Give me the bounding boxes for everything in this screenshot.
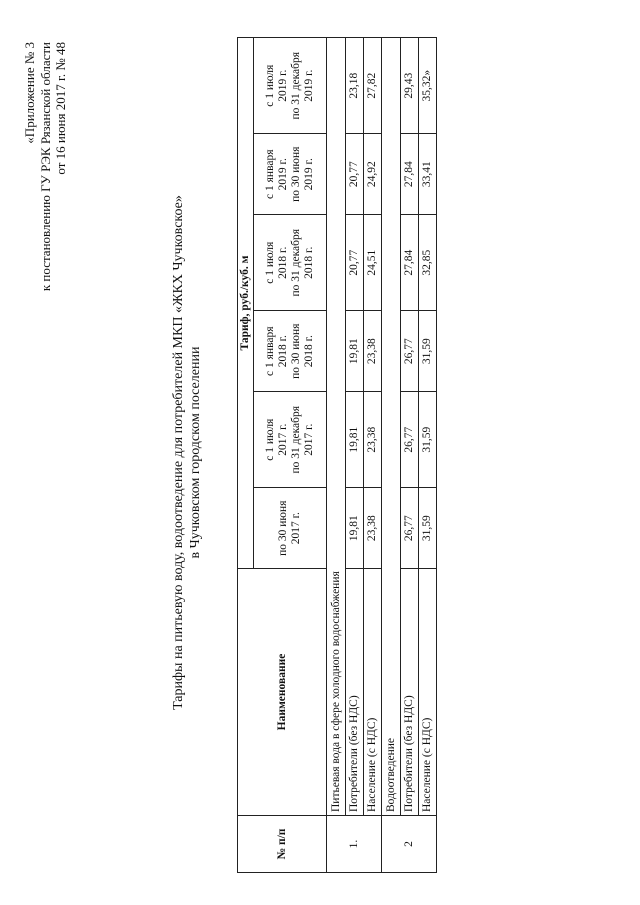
- tariff-value: 20,77: [346, 134, 364, 215]
- header-tariff: Тариф, руб./куб. м: [238, 38, 254, 569]
- period-header-2: [254, 311, 327, 392]
- period-line: с 1 января: [264, 149, 276, 199]
- section-row: [382, 38, 401, 873]
- document-title: [170, 0, 204, 905]
- tariff-value: 32,85: [419, 215, 437, 311]
- appendix-header: [22, 42, 69, 291]
- table-row: [364, 38, 382, 873]
- row-name: Население (с НДС): [419, 569, 437, 816]
- section-number: 2: [382, 816, 437, 873]
- tariff-value: 23,18: [346, 38, 364, 134]
- tariff-value: 31,59: [419, 311, 437, 392]
- tariff-value: 31,59: [419, 392, 437, 488]
- header-num: № п/п: [238, 816, 327, 873]
- period-line: по 31 декабря: [290, 228, 302, 297]
- tariff-value: 29,43: [401, 38, 419, 134]
- period-header-4: [254, 134, 327, 215]
- table-row: [346, 38, 364, 873]
- period-header-1: [254, 392, 327, 488]
- table-body: [327, 38, 437, 873]
- row-name: Население (с НДС): [364, 569, 382, 816]
- title-line-1: Тарифы на питьевую воду, водоотведение для потребителей МКП «ЖКХ Чучковское»: [171, 195, 186, 710]
- period-line: 2018 г.: [277, 335, 289, 368]
- tariff-value: 19,81: [346, 392, 364, 488]
- section-number: 1.: [327, 816, 382, 873]
- period-line: 2017 г.: [277, 423, 289, 456]
- tariff-value: 23,38: [364, 311, 382, 392]
- tariff-value: 23,38: [364, 392, 382, 488]
- tariff-value: 26,77: [401, 392, 419, 488]
- appendix-line-1: «Приложение № 3: [22, 42, 37, 144]
- period-line: по 30 июня: [290, 323, 302, 379]
- table-row: [419, 38, 437, 873]
- period-line: по 31 декабря: [290, 405, 302, 474]
- period-line: с 1 июля: [264, 64, 276, 107]
- header-name: Наименование: [238, 569, 327, 816]
- period-line: 2018 г.: [277, 246, 289, 279]
- row-name: Потребители (без НДС): [401, 569, 419, 816]
- tariff-value: 19,81: [346, 311, 364, 392]
- tariff-value: 24,51: [364, 215, 382, 311]
- tariff-value: 19,81: [346, 488, 364, 569]
- tariff-value: 35,32»: [419, 38, 437, 134]
- tariff-value: 20,77: [346, 215, 364, 311]
- period-line: по 30 июня: [277, 500, 289, 556]
- period-line: 2018 г.: [303, 246, 315, 279]
- period-header-5: [254, 38, 327, 134]
- tariff-value: 27,84: [401, 134, 419, 215]
- period-line: по 31 декабря: [290, 51, 302, 120]
- period-header-0: [254, 488, 327, 569]
- period-line: с 1 января: [264, 326, 276, 376]
- period-header-3: [254, 215, 327, 311]
- tariff-value: 23,38: [364, 488, 382, 569]
- period-line: 2017 г.: [303, 423, 315, 456]
- appendix-line-2: к постановлению ГУ РЭК Рязанской области: [37, 42, 53, 292]
- period-line: 2019 г.: [277, 158, 289, 191]
- period-line: 2019 г.: [303, 69, 315, 102]
- tariff-value: 27,84: [401, 215, 419, 311]
- section-name: Питьевая вода в сфере холодного водоснабжения: [327, 38, 346, 816]
- tariff-value: 24,92: [364, 134, 382, 215]
- tariff-value: 27,82: [364, 38, 382, 134]
- tariff-table: [237, 37, 437, 873]
- period-line: 2018 г.: [303, 335, 315, 368]
- tariff-value: 26,77: [401, 488, 419, 569]
- tariff-value: 33,41: [419, 134, 437, 215]
- section-row: [327, 38, 346, 873]
- appendix-line-3: от 16 июня 2017 г. № 48: [53, 42, 68, 175]
- period-line: 2019 г.: [303, 158, 315, 191]
- table-row: [401, 38, 419, 873]
- period-line: по 30 июня: [290, 146, 302, 202]
- section-name: Водоотведение: [382, 38, 401, 816]
- period-line: 2017 г.: [290, 512, 302, 545]
- row-name: Потребители (без НДС): [346, 569, 364, 816]
- period-line: с 1 июля: [264, 241, 276, 284]
- period-line: 2019 г.: [277, 69, 289, 102]
- tariff-value: 26,77: [401, 311, 419, 392]
- tariff-value: 31,59: [419, 488, 437, 569]
- title-line-2: в Чучковском городском поселении: [188, 346, 203, 559]
- period-line: с 1 июля: [264, 418, 276, 461]
